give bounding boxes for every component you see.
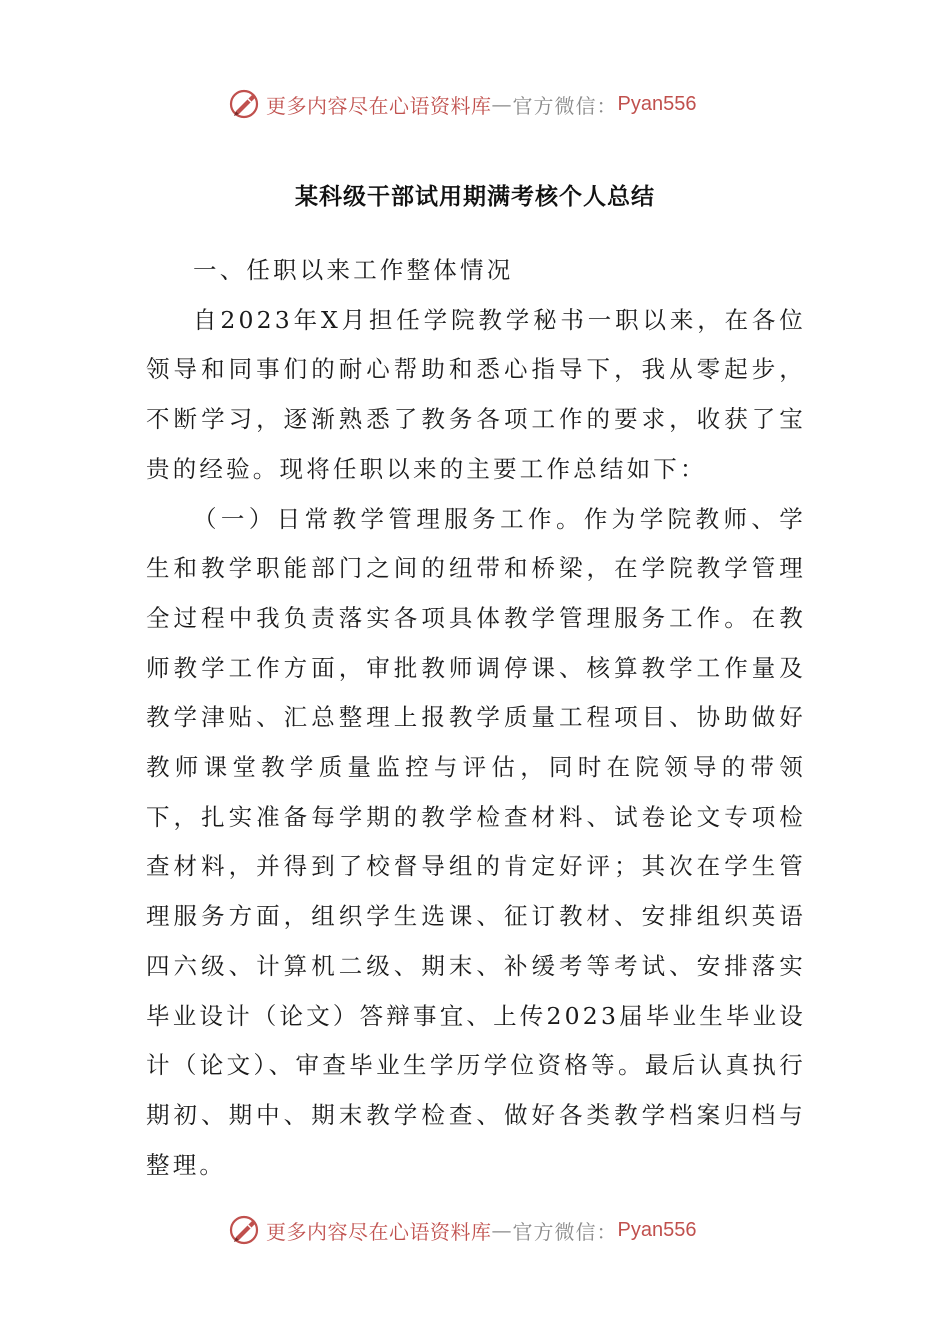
body-paragraph: （一）日常教学管理服务工作。作为学院教师、学生和教学职能部门之间的纽带和桥梁，在学院教学管理全过程中我负责落实各项具体教学管理服务工作。在教师教学工作方面，审批教师调停课、核算教学工作量及教学津贴、汇总整理上报教学质量工程项目、协助做好教师课堂教学质量监控与评估，同时在院领导的带领下，扎实准备每学期的教学检查材料、试卷论文专项检查材料，并得到了校督导组的肯定好评；其次在学生管理服务方面，组织学生选课、征订教材、安排组织英语四六级、计算机二级、期末、补缓考等考试、安排落实毕业设计（论文）答辩事宜、上传2023届毕业生毕业设计（论文）、审查毕业生学历学位资格等。最后认真执行期初、期中、期末教学检查、做好各类教学档案归档与整理。 — [146, 504, 807, 1179]
footer-watermark-banner — [228, 1210, 748, 1250]
banner-main-text: 更多内容尽在心语资料库 — [266, 93, 492, 118]
banner-wechat-id: Pyan556 — [617, 92, 697, 115]
section-heading: 一、任职以来工作整体情况 — [193, 256, 514, 284]
document-body — [146, 246, 806, 1190]
banner-main-text: 更多内容尽在心语资料库 — [266, 1219, 492, 1244]
banner-wechat-id: Pyan556 — [617, 1218, 697, 1241]
banner-sub-text: 官方微信： — [512, 93, 618, 118]
pen-logo-icon — [228, 1213, 262, 1247]
document-title: 某科级干部试用期满考核个人总结 — [295, 184, 655, 210]
header-watermark-banner — [228, 84, 748, 124]
banner-dash: — — [491, 1218, 513, 1242]
banner-dash: — — [491, 92, 513, 116]
body-paragraph: 自2023年X月担任学院教学秘书一职以来，在各位领导和同事们的耐心帮助和悉心指导下，我从零起步，不断学习，逐渐熟悉了教务各项工作的要求，收获了宝贵的经验。现将任职以来的主要工作总结如下： — [146, 305, 806, 483]
pen-logo-icon — [228, 87, 262, 121]
banner-sub-text: 官方微信： — [512, 1219, 618, 1244]
